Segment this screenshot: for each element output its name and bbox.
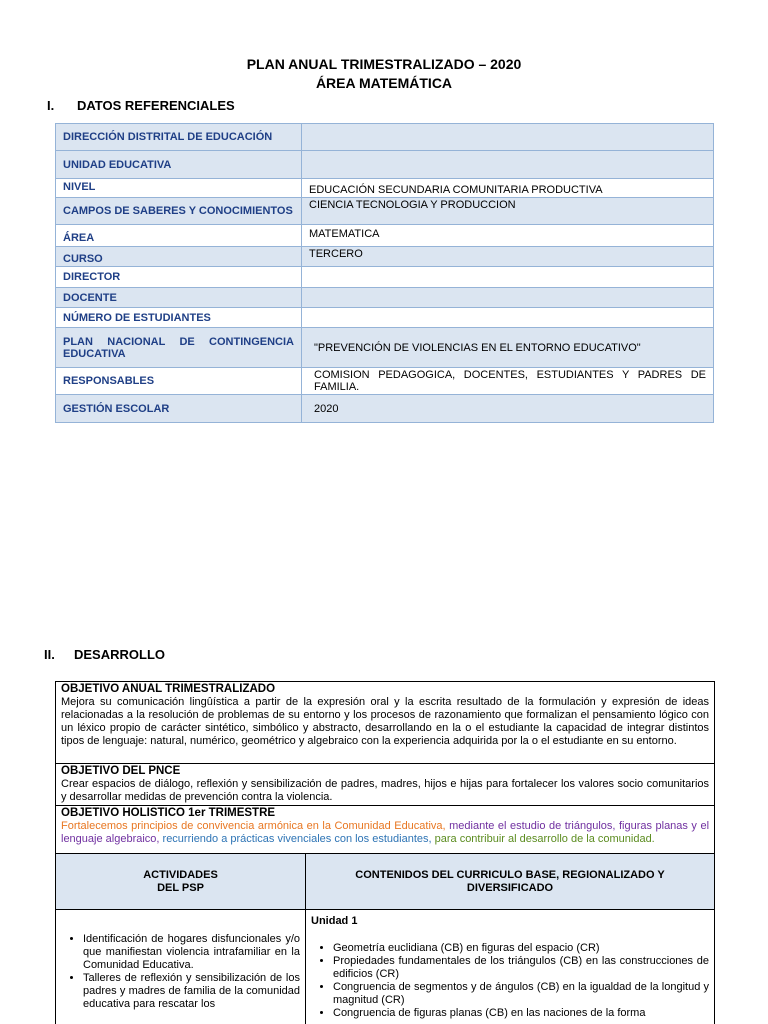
field-label: DIRECCIÓN DISTRITAL DE EDUCACIÓN (56, 124, 302, 151)
table-row (56, 225, 714, 247)
contenidos-list (311, 942, 709, 1020)
field-value (302, 267, 714, 288)
section-number: I. (47, 98, 55, 113)
field-value (302, 124, 714, 151)
table-row (56, 308, 714, 328)
field-label: NIVEL (56, 179, 302, 198)
actividades-header-line2: DEL PSP (157, 881, 204, 894)
objetivo-anual-row (56, 682, 715, 764)
holistico-hacer-text: recurriendo a prácticas vivenciales con los estudiantes, (159, 833, 432, 845)
datos-referenciales-table (55, 123, 714, 423)
actividades-header (56, 854, 306, 910)
field-label: ÁREA (56, 225, 302, 247)
column-header-row (56, 854, 715, 910)
document-title: PLAN ANUAL TRIMESTRALIZADO – 2020 (246, 56, 522, 72)
field-value: 2020 (302, 395, 714, 423)
section-title: DESARROLLO (74, 647, 165, 662)
field-label: CAMPOS DE SABERES Y CONOCIMIENTOS (56, 198, 302, 225)
objetivo-pnce-row (56, 764, 715, 806)
field-value (302, 151, 714, 179)
field-value: COMISION PEDAGOGICA, DOCENTES, ESTUDIANTES Y PADRES DE FAMILIA. (302, 368, 714, 395)
field-label: RESPONSABLES (56, 368, 302, 395)
objetivo-anual-title: OBJETIVO ANUAL TRIMESTRALIZADO (61, 683, 276, 695)
list-item: • Talleres de reflexión y sensibilización de los padres y madres de familia de la comunidad educativa para rescatar los (83, 972, 300, 1011)
objetivo-anual-text: Mejora su comunicación lingûística a partir de la expresión oral y la escrita resultado de la formulación y expresión de ideas relacionadas a la resolución de problemas de su entorno y los procesos de razonamiento que formalizan el pensamiento lógico con un léxico propio de carácter sintético, simbólico y abstracto, desarrollando en la o el estudiante la capacidad de integrar distintos tipos de lenguaje: natural, numérico, geométrico y algebraico con la experiencia adquirida por la o el estudiante en su entorno. (61, 696, 710, 747)
holistico-decidir-text: para contribuir al desarrollo de la comunidad. (431, 833, 655, 845)
list-item: • Identificación de hogares disfuncionales y/o que manifiestan violencia intrafamiliar en la Comunidad Educativa. (83, 933, 300, 972)
objetivo-pnce-title: OBJETIVO DEL PNCE (61, 765, 181, 777)
table-row (56, 328, 714, 368)
list-item: • Geometría euclidiana (CB) en figuras del espacio (CR) (333, 942, 709, 955)
desarrollo-table (55, 681, 715, 1024)
field-label: NÚMERO DE ESTUDIANTES (56, 308, 302, 328)
section-heading-desarrollo (44, 647, 165, 662)
field-value: CIENCIA TECNOLOGIA Y PRODUCCION (302, 198, 714, 225)
section-number: II. (44, 647, 55, 662)
field-value: "PREVENCIÓN DE VIOLENCIAS EN EL ENTORNO EDUCATIVO" (302, 328, 714, 368)
field-label: GESTIÓN ESCOLAR (56, 395, 302, 423)
table-row (56, 395, 714, 423)
list-item: • Congruencia de segmentos y de ángulos (CB) en la igualdad de la longitud y magnitud (CR) (333, 981, 709, 1007)
list-item: • Congruencia de figuras planas (CB) en las naciones de la forma (333, 1007, 709, 1020)
table-row (56, 247, 714, 267)
table-row (56, 151, 714, 179)
section-title: DATOS REFERENCIALES (77, 98, 235, 113)
table-row (56, 198, 714, 225)
unidad-label: Unidad 1 (311, 915, 358, 927)
field-value (302, 288, 714, 308)
field-value: EDUCACIÓN SECUNDARIA COMUNITARIA PRODUCTIVA (302, 179, 714, 198)
table-row (56, 124, 714, 151)
objetivo-holistico-title: OBJETIVO HOLISTICO 1er TRIMESTRE (61, 807, 276, 819)
contenidos-header-line2: DIVERSIFICADO (466, 881, 554, 894)
field-label: UNIDAD EDUCATIVA (56, 151, 302, 179)
contenido-row (56, 910, 715, 1024)
contenidos-header (306, 854, 715, 910)
holistico-ser-text: Fortalecemos principios de convivencia armónica en la Comunidad Educativa, (61, 820, 446, 832)
contenidos-header-line1: CONTENIDOS DEL CURRICULO BASE, REGIONALIZADO Y (355, 868, 665, 881)
actividades-list (61, 933, 300, 1011)
objetivo-pnce-text: Crear espacios de diálogo, reflexión y sensibilización de padres, madres, hijos e hijas para fortalecer los valores socio comunitarios y desarrollar medidas de prevención contra la violencia. (61, 778, 710, 803)
section-heading-datos (47, 98, 235, 113)
table-row (56, 368, 714, 395)
field-value: TERCERO (302, 247, 714, 267)
holistico-saber-text: mediante el estudio de triángulos, figuras planas y el lenguaje algebraico, (61, 820, 710, 845)
field-value (302, 308, 714, 328)
actividades-header-line1: ACTIVIDADES (143, 868, 218, 881)
field-value: MATEMATICA (302, 225, 714, 247)
table-row (56, 288, 714, 308)
field-label: PLAN NACIONAL DE CONTINGENCIA EDUCATIVA (56, 328, 302, 368)
field-label: DIRECTOR (56, 267, 302, 288)
table-row (56, 267, 714, 288)
document-subtitle: ÁREA MATEMÁTICA (315, 75, 453, 91)
contenidos-cell (306, 910, 715, 1024)
list-item: • Propiedades fundamentales de los triángulos (CB) en las construcciones de edificios (CR) (333, 955, 709, 981)
objetivo-holistico-row (56, 806, 715, 854)
table-row (56, 179, 714, 198)
field-label: DOCENTE (56, 288, 302, 308)
field-label: CURSO (56, 247, 302, 267)
actividades-cell (56, 910, 306, 1024)
